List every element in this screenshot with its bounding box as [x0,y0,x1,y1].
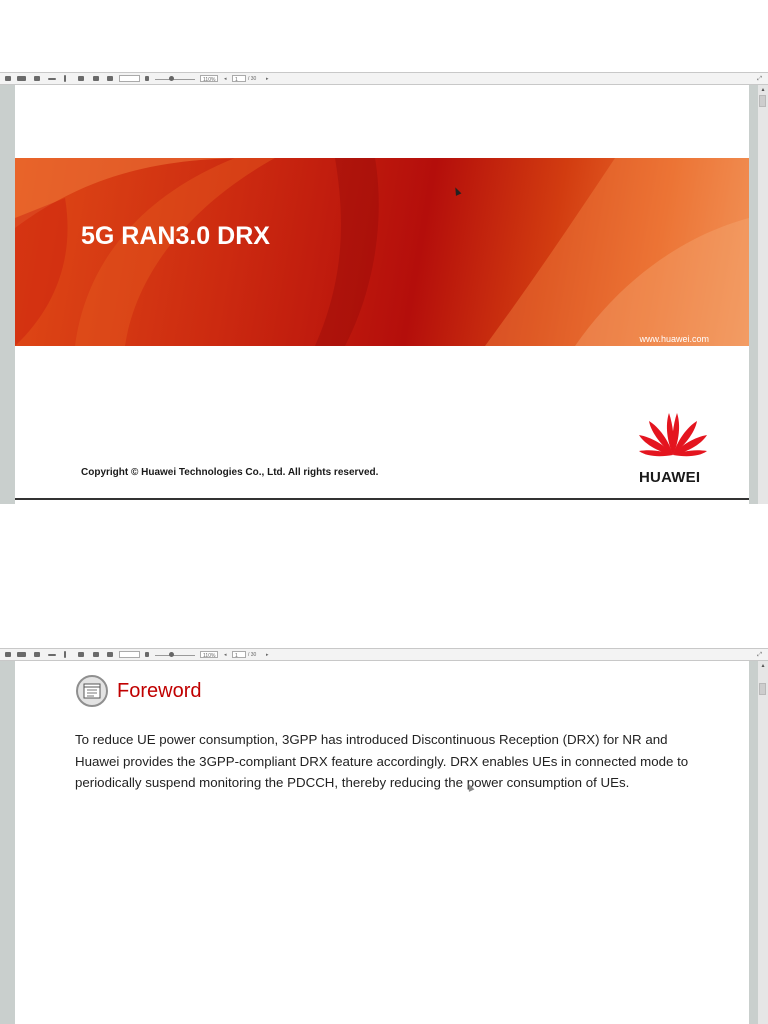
scroll-thumb[interactable] [759,95,766,107]
next-page-icon[interactable]: ▸ [266,76,269,82]
search-icon[interactable] [107,652,113,657]
fit-width-icon[interactable] [48,78,56,80]
zoom-out-icon[interactable] [145,76,149,81]
document-viewer-bottom [0,648,768,1024]
slide-page-1 [15,85,749,498]
document-viewer-top [0,72,768,504]
foreword-body: To reduce UE power consumption, 3GPP has introduced Discontinuous Reception (DRX) for NR and Huawei provides the 3GPP-compliant DRX feature accordingly. DRX enables UEs in connected mode to periodically suspend monitoring the PDCCH, thereby reducing the power consumption of UEs. [75,732,689,790]
left-gutter [0,85,15,504]
fit-width-icon[interactable] [48,654,56,656]
vertical-scrollbar[interactable] [758,85,768,504]
slide-title: 5G RAN3.0 DRX [81,222,270,250]
sidebar-toggle-icon[interactable] [5,652,11,657]
prev-page-icon[interactable]: ◂ [224,76,227,82]
page-total: / 30 [248,76,257,82]
copyright-text: Copyright © Huawei Technologies Co., Ltd. All rights reserved. [81,467,379,478]
viewer-toolbar [0,648,768,661]
left-gutter [0,661,15,1024]
zoom-slider[interactable] [155,655,195,656]
title-banner [15,158,749,346]
select-tool-icon[interactable] [93,76,99,81]
select-tool-icon[interactable] [93,652,99,657]
fullscreen-icon[interactable]: ⤢ [757,76,762,82]
huawei-logo-text: HUAWEI [639,469,701,486]
page-input[interactable]: 1 [232,651,246,658]
fit-height-icon[interactable] [64,75,66,82]
scroll-up-icon[interactable]: ▴ [761,663,765,669]
thumbnails-icon[interactable] [17,652,26,657]
zoom-slider-knob[interactable] [169,652,174,657]
next-page-icon[interactable]: ▸ [266,652,269,658]
zoom-input[interactable]: 110% [200,651,218,658]
zoom-input[interactable]: 110% [200,75,218,82]
hand-tool-icon[interactable] [78,76,84,81]
search-input[interactable] [119,651,140,658]
prev-page-icon[interactable]: ◂ [224,652,227,658]
page-total: / 30 [248,652,257,658]
website-url: www.huawei.com [639,334,709,344]
hand-tool-icon[interactable] [78,652,84,657]
zoom-out-icon[interactable] [145,652,149,657]
foreword-heading: Foreword [117,680,202,702]
single-page-icon[interactable] [34,652,40,657]
fullscreen-icon[interactable]: ⤢ [757,652,762,658]
fit-height-icon[interactable] [64,651,66,658]
zoom-slider-knob[interactable] [169,76,174,81]
page-bottom-border [15,498,749,500]
single-page-icon[interactable] [34,76,40,81]
zoom-slider[interactable] [155,79,195,80]
search-input[interactable] [119,75,140,82]
sidebar-toggle-icon[interactable] [5,76,11,81]
huawei-logo-icon [635,403,711,473]
banner-swoosh-graphic [15,158,749,346]
scroll-thumb[interactable] [759,683,766,695]
thumbnails-icon[interactable] [17,76,26,81]
page-input[interactable]: 1 [232,75,246,82]
vertical-scrollbar[interactable] [758,661,768,1024]
scroll-up-icon[interactable]: ▴ [761,87,765,93]
slide-page-2 [15,661,749,1024]
search-icon[interactable] [107,76,113,81]
viewer-toolbar [0,72,768,85]
foreword-icon [76,675,108,707]
